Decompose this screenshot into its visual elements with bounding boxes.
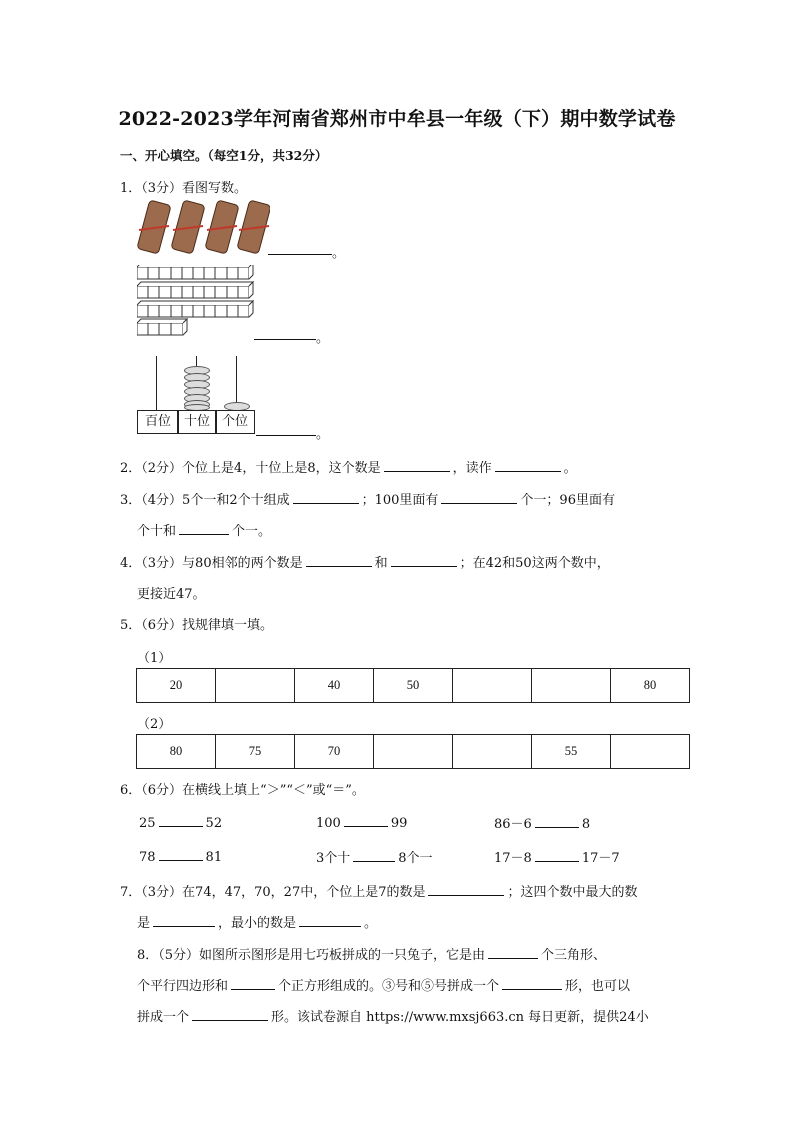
compare-item: 78 81	[139, 847, 222, 865]
question-8-line1: 8．（5分）如图所示图形是用七巧板拼成的一只兔子，它是由 个三角形、	[137, 944, 606, 963]
question-7-line1: 7．（3分）在74，47，70，27中，个位上是7的数是 ；这四个数中最大的数	[120, 881, 638, 900]
bundle-icon	[137, 200, 171, 254]
abacus-label-tens: 十位	[177, 410, 217, 434]
seq-cell-blank[interactable]	[453, 735, 532, 769]
abacus-label-ones: 个位	[215, 410, 255, 434]
compare-item: 100 99	[316, 813, 407, 831]
sequence-table-2	[136, 734, 690, 769]
question-6-stem: 6．（6分）在横线上填上“＞”“＜”或“＝”。	[120, 783, 365, 798]
seq-cell: 20	[137, 669, 216, 703]
question-8-line3: 拼成一个 形。该试卷源自 https://www.mxsj663.cn 每日更新，提供24小	[137, 1006, 649, 1025]
answer-blank[interactable]	[268, 254, 332, 255]
question-7-line2: 是 ，最小的数是 。	[137, 912, 377, 931]
seq-cell: 75	[216, 735, 295, 769]
sequence-table-1	[136, 668, 690, 703]
punctuation: 。	[316, 427, 330, 442]
seq-cell: 55	[532, 735, 611, 769]
abacus-image	[137, 356, 255, 436]
question-1-stem: 1．（3分）看图写数。	[120, 181, 248, 196]
answer-blank[interactable]	[256, 435, 316, 436]
answer-blank[interactable]	[254, 339, 316, 340]
sub-label-1: （1）	[137, 651, 172, 666]
seq-cell-blank[interactable]	[453, 669, 532, 703]
compare-item: 3个十 8个一	[316, 847, 433, 866]
stick-bundles-image	[135, 198, 270, 258]
question-3-line2: 个十和 个一。	[137, 520, 271, 539]
sub-label-2: （2）	[137, 717, 172, 732]
question-2: 2．（2分）个位上是4，十位上是8，这个数是 ，读作 。	[120, 457, 577, 476]
compare-item: 25 52	[139, 813, 222, 831]
seq-cell: 40	[295, 669, 374, 703]
question-3-line1: 3．（4分）5个一和2个十组成 ；100里面有 个一；96里面有	[120, 489, 615, 508]
cubes-image	[137, 265, 255, 337]
seq-cell: 80	[137, 735, 216, 769]
question-4-line1: 4．（3分）与80相邻的两个数是 和 ；在42和50这两个数中，	[120, 552, 610, 571]
section-heading: 一、开心填空。（每空1分，共32分）	[120, 148, 328, 163]
punctuation: 。	[332, 246, 346, 261]
abacus-label-hundreds: 百位	[137, 410, 179, 434]
seq-cell-blank[interactable]	[611, 735, 690, 769]
question-8-line2: 个平行四边形和 个正方形组成的。③号和⑤号拼成一个 形，也可以	[137, 975, 630, 994]
seq-cell: 50	[374, 669, 453, 703]
punctuation: 。	[316, 331, 330, 346]
seq-cell-blank[interactable]	[374, 735, 453, 769]
bundle-icon	[237, 200, 270, 254]
question-4-line2: 更接近47。	[137, 587, 206, 602]
seq-cell-blank[interactable]	[216, 669, 295, 703]
page-title: 2022-2023学年河南省郑州市中牟县一年级（下）期中数学试卷	[118, 108, 676, 130]
seq-cell: 70	[295, 735, 374, 769]
bundle-icon	[171, 200, 205, 254]
compare-item: 17－8 17－7	[494, 847, 620, 866]
bundle-icon	[205, 200, 239, 254]
seq-cell-blank[interactable]	[532, 669, 611, 703]
compare-item: 86－6 8	[494, 813, 590, 832]
seq-cell: 80	[611, 669, 690, 703]
question-5-stem: 5．（6分）找规律填一填。	[120, 618, 274, 633]
